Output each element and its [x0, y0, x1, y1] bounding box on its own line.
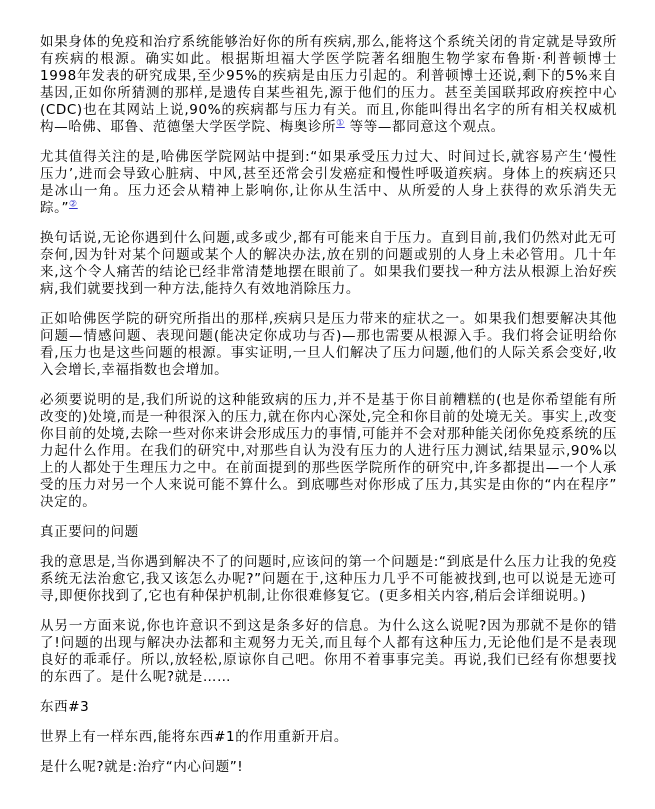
paragraph-text: 等等—都同意这个观点。	[344, 119, 505, 135]
footnote-link-1[interactable]: ①	[336, 118, 345, 129]
section-heading-thing-3: 东西#3	[40, 699, 90, 715]
paragraph-6: 我的意思是,当你遇到解决不了的问题时,应该问的第一个问题是:“到底是什么压力让我的免疫系统无法治愈它,我又该怎么办呢?”问题在于,这种压力几乎不可能被找到,也可以说是无迹可寻,即便你找到了,它也有种保护机制,让你很难修复它。(更多相关内容,稍后会详细说明。)	[40, 554, 617, 604]
section-heading-real-question: 真正要问的问题	[40, 524, 139, 540]
paragraph-1	[40, 34, 617, 136]
paragraph-4: 正如哈佛医学院的研究所指出的那样,疾病只是压力带来的症状之一。如果我们想要解决其他问题—情感问题、表现问题(能决定你成功与否)—那也需要从根源入手。我们将会证明给你看,压力也是这些问题的根源。事实证明,一旦人们解决了压力问题,他们的人际关系会变好,收入会增长,幸福指数也会增加。	[40, 311, 617, 378]
footnote-link-2[interactable]: ②	[69, 199, 78, 210]
paragraph-7: 从另一方面来说,你也许意识不到这是条多好的信息。为什么这么说呢?因为那就不是你的错了!问题的出现与解决办法都和主观努力无关,而且每个人都有这种压力,无论他们是不是表现良好的乖乖仔。所以,放轻松,原谅你自己吧。你用不着事事完美。再说,我们已经有你想要找的东西了。是什么呢?就是……	[40, 618, 617, 685]
paragraph-8: 世界上有一样东西,能将东西#1的作用重新开启。	[40, 729, 348, 745]
paragraph-5: 必须要说明的是,我们所说的这种能致病的压力,并不是基于你目前糟糕的(也是你希望能有所改变的)处境,而是一种很深入的压力,就在你内心深处,完全和你目前的处境无关。事实上,改变你目前的处境,去除一些对你来讲会形成压力的事情,可能并不会对那种能关闭你免疫系统的压力起什么作用。在我们的研究中,对那些自认为没有压力的人进行压力测试,结果显示,90%以上的人都处于生理压力之中。在前面提到的那些医学院所作的研究中,许多都提出—一个人承受的压力对另一个人来说可能不算什么。到底哪些对你形成了压力,其实是由你的“内在程序”决定的。	[40, 392, 617, 510]
paragraph-2	[40, 149, 617, 217]
paragraph-9: 是什么呢?就是:治疗“内心问题”!	[40, 759, 244, 775]
paragraph-text: 尤其值得关注的是,哈佛医学院网站中提到:“如果承受压力过大、时间过长,就容易产生‘慢性压力’,进而会导致心脏病、中风,甚至还常会引发癌症和慢性呼吸道疾病。身体上的疾病还只是冰山一角。压力还会从精神上影响你,让你从生活中、从所爱的人身上获得的欢乐消失无踪。”	[40, 149, 617, 216]
paragraph-text: 如果身体的免疫和治疗系统能够治好你的所有疾病,那么,能将这个系统关闭的肯定就是导致所有疾病的根源。确实如此。根据斯坦福大学医学院著名细胞生物学家布鲁斯·利普顿博士1998年发表的研究成果,至少95%的疾病是由压力引起的。利普顿博士还说,剩下的5%来自基因,正如你所猜测的那样,是遗传自某些祖先,源于他们的压力。甚至美国联邦政府疾控中心(CDC)也在其网站上说,90%的疾病都与压力有关。而且,你能叫得出名字的所有相关权威机构—哈佛、耶鲁、范德堡大学医学院、梅奥诊所	[40, 34, 617, 135]
paragraph-3: 换句话说,无论你遇到什么问题,或多或少,都有可能来自于压力。直到目前,我们仍然对此无可奈何,因为针对某个问题或某个人的解决办法,放在别的问题或别的人身上未必管用。几十年来,这个令人痛苦的结论已经非常清楚地摆在眼前了。如果我们要找一种方法从根源上治好疾病,我们就要找到一种方法,能持久有效地消除压力。	[40, 230, 617, 297]
